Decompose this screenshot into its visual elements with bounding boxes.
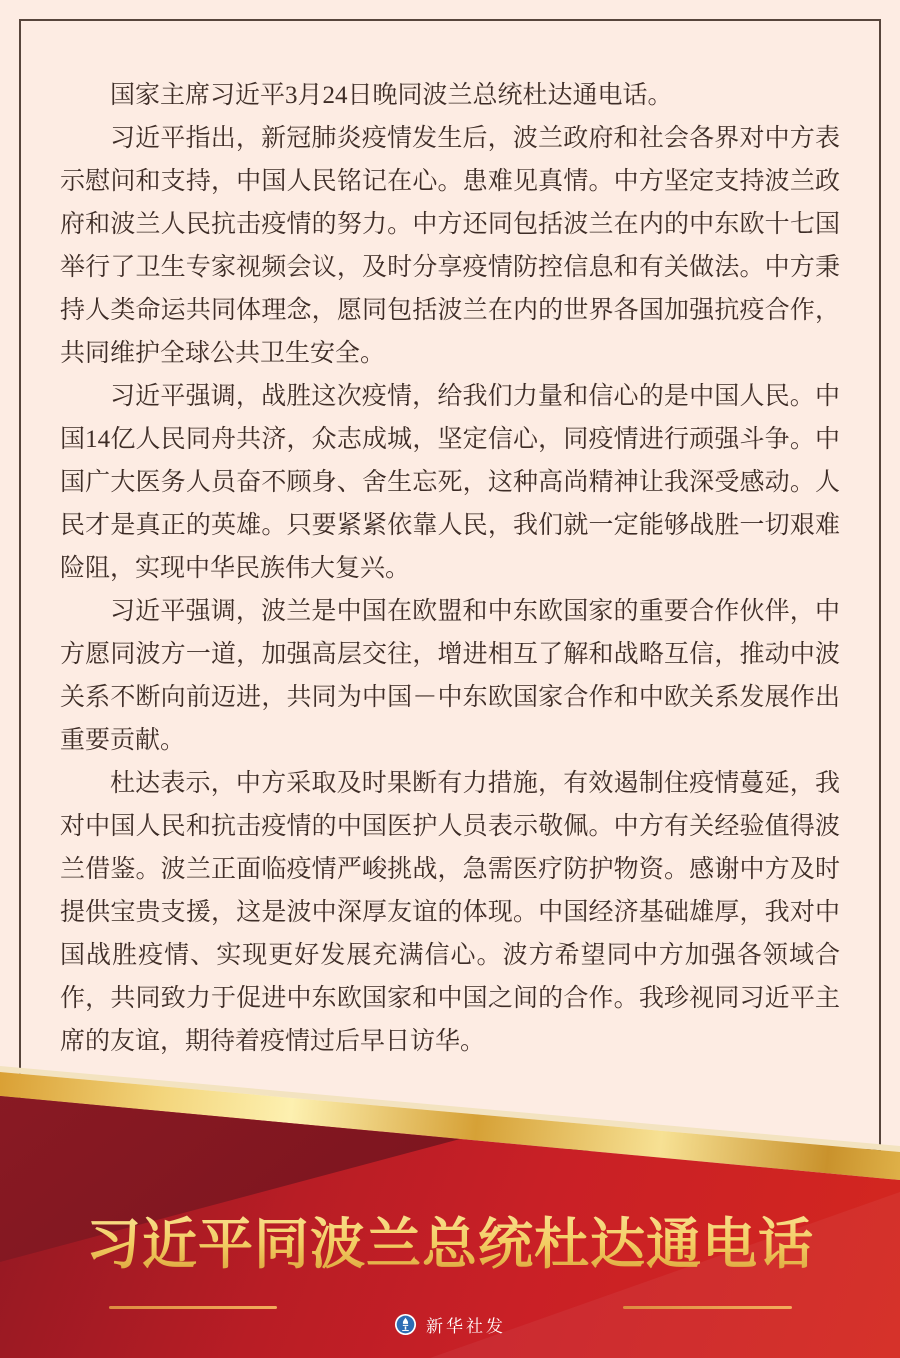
credit-text: 新华社发 <box>426 1317 506 1336</box>
article-paragraph: 国家主席习近平3月24日晚同波兰总统杜达通电话。 <box>110 82 673 109</box>
banner-title: 习近平同波兰总统杜达通电话 <box>0 1200 900 1279</box>
article-paragraph: 习近平指出，新冠肺炎疫情发生后，波兰政府和社会各界对中方表示慰问和支持，中国人民铭记在心。患难见真情。中方坚定支持波兰政府和波兰人民抗击疫情的努力。中方还同包括波兰在内的中东欧十七国举行了卫生专家视频会议，及时分享疫情防控信息和有关做法。中方秉持人类命运共同体理念，愿同包括波兰在内的世界各国加强抗疫合作，共同维护全球公共卫生安全。 <box>60 125 840 367</box>
article-paragraph: 习近平强调，战胜这次疫情，给我们力量和信心的是中国人民。中国14亿人民同舟共济，众志成城，坚定信心，同疫情进行顽强斗争。中国广大医务人员奋不顾身、舍生忘死，这种高尚精神让我深受感动。人民才是真正的英雄。只要紧紧依靠人民，我们就一定能够战胜一切艰难险阻，实现中华民族伟大复兴。 <box>60 383 840 582</box>
divider-right <box>623 1306 792 1309</box>
xinhua-emblem-icon <box>394 1313 417 1336</box>
article-body <box>60 74 840 1063</box>
article-paragraph: 习近平强调，波兰是中国在欧盟和中东欧国家的重要合作伙伴，中方愿同波方一道，加强高层交往，增进相互了解和战略互信，推动中波关系不断向前迈进，共同为中国－中东欧国家合作和中欧关系发展作出重要贡献。 <box>60 598 840 754</box>
article-paragraph: 杜达表示，中方采取及时果断有力措施，有效遏制住疫情蔓延，我对中国人民和抗击疫情的中国医护人员表示敬佩。中方有关经验值得波兰借鉴。波兰正面临疫情严峻挑战，急需医疗防护物资。感谢中方及时提供宝贵支援，这是波中深厚友谊的体现。中国经济基础雄厚，我对中国战胜疫情、实现更好发展充满信心。波方希望同中方加强各领域合作，共同致力于促进中东欧国家和中国之间的合作。我珍视同习近平主席的友谊，期待着疫情过后早日访华。 <box>60 770 840 1055</box>
bottom-banner <box>0 1040 900 1358</box>
divider-left <box>109 1306 277 1309</box>
credit-row <box>0 1312 900 1337</box>
